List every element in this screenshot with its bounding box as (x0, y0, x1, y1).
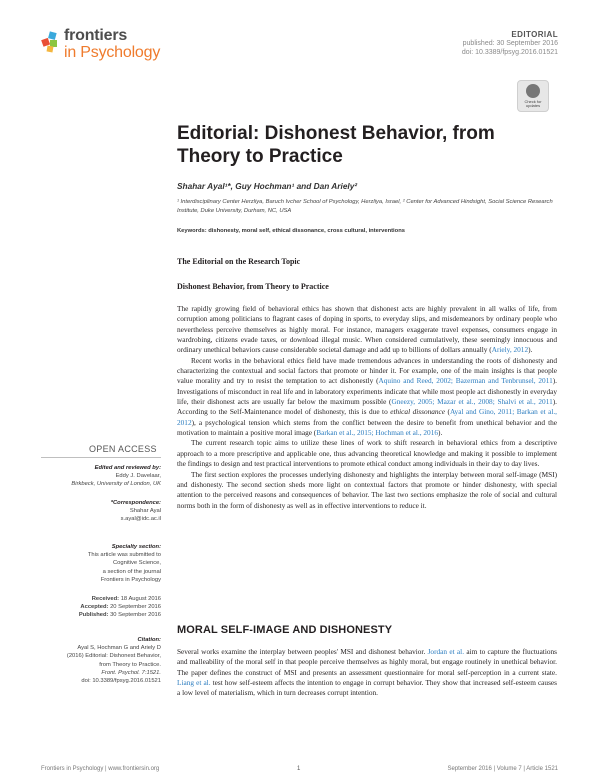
paragraph: Several works examine the interplay between peoples' MSI and dishonest behavior. Jordan et al. aim to capture the fluctuations and malleability of the moral self in that people perceive themselves as highly moral, but engage routinely in unethical behavior. The paper defines the construct of MSI and presents an assessment questionnaire for moral self-perception in a current state. Liang et al. test how self-esteem affects the intention to engage in corrupt behavior. They show that increased self-esteem causes a low level of materialism, which in turn decreases corrupt intention. (177, 647, 557, 698)
accepted-date: 20 September 2016 (108, 604, 161, 611)
published-date: published: 30 September 2016 (462, 40, 558, 47)
citation-link[interactable]: Ariely, 2012 (491, 345, 529, 355)
frontiers-logo-icon (41, 31, 63, 53)
specialty-line: Frontiers in Psychology (100, 576, 161, 583)
badge-line2: updates (525, 103, 541, 108)
body-text-section1 (177, 647, 557, 699)
citation-link[interactable]: Aquino and Reed, 2002; Bazerman and Tenbrunsel, 2011 (378, 376, 553, 386)
accepted-label: Accepted: (80, 604, 109, 611)
received-label: Received: (91, 596, 120, 602)
keywords-list: dishonesty, moral self, ethical dissonance, cross cultural, interventions (206, 228, 405, 234)
specialty-line: a section of the journal (102, 568, 161, 575)
keywords-label: Keywords: (177, 228, 207, 234)
citation-label: Citation: (137, 637, 161, 643)
paragraph: Recent works in the behavioral ethics field have made tremendous advances in understanding the roots of dishonesty and characterizing the contextual and social factors that promote or hinder it. For example, one of the main insights is that people value morality and try to resist the temptation to act dishonestly (Aquino and Reed, 2002; Bazerman and Tenbrunsel, 2011). Investigations of misconduct in real life and in laboratory experiments indicate that while most people act dishonestly in everyday life, their dishonest acts are usually far below the maximum possible (Gneezy, 2005; Mazar et al., 2008; Shalvi et al., 2011). According to the Self-Maintenance model of dishonesty, this is due to ethical dissonance (Ayal and Gino, 2011; Barkan et al., 2012), a psychological tension which stems from the conflict between the desire to benefit from unethical behavior and the motivation to maintain a positive moral image (Barkan et al., 2015; Hochman et al., 2016). (177, 355, 558, 438)
footer-issue-info: September 2016 | Volume 7 | Article 1521 (447, 766, 558, 772)
editor-name[interactable]: Eddy J. Davelaar, (115, 473, 161, 480)
received-date: 18 August 2016 (119, 596, 161, 602)
journal-logo[interactable] (41, 27, 171, 69)
journal-name-line1: frontiers (64, 27, 128, 44)
affiliations: ¹ Interdisciplinary Center Herzliya, Baruch Ivcher School of Psychology, Herzliya, Israel, ² Center for Advanced Hindsight, Social Science Research Institute, Duke University, Durham, NC, USA (177, 199, 553, 214)
correspondence-name: Shahar Ayal (129, 508, 161, 515)
correspondence-email[interactable]: s.ayal@idc.ac.il (120, 516, 161, 523)
research-topic-link[interactable]: Dishonest Behavior, from Theory to Practice (177, 282, 329, 291)
specialty-label: Specialty section: (111, 544, 161, 550)
editorial-on-label: The Editorial on the Research Topic (177, 257, 301, 266)
article-title: Editorial: Dishonest Behavior, from Theory to Practice (177, 123, 495, 167)
badge-line1: Check for (524, 99, 542, 104)
body-text (177, 304, 557, 511)
authors: Shahar Ayal¹*, Guy Hochman¹ and Dan Ariely² (177, 181, 358, 191)
citation-link[interactable]: Barkan et al., 2015; Hochman et al., 2016 (316, 428, 439, 438)
published-date: 30 September 2016 (108, 612, 161, 619)
keywords (177, 228, 405, 234)
citation-line: (2016) Editorial: Dishonest Behavior, (66, 653, 161, 660)
edited-by-block (41, 464, 161, 489)
published-label: Published: (78, 612, 109, 619)
paragraph: The first section explores the processes underlying dishonesty and highlights the interplay between moral self-image (MSI) and dishonesty. The second section sheds more light on contextual factors that promote or hinder dishonesty, with special attention to the perceived reasons and consequences of behavior. The last two sections emphasize the role of social and cultural norms both in the form of dishonesty as well as in effective interventions to reduce it. (177, 469, 557, 510)
edited-label: Edited and reviewed by: (94, 465, 161, 471)
citation-link[interactable]: Ayal and Gino, 2011; Barkan et al., 2012 (177, 407, 558, 427)
specialty-block (41, 543, 161, 584)
citation-link[interactable]: Liang et al. (177, 678, 211, 688)
citation-block (41, 636, 161, 685)
article-meta (462, 30, 558, 57)
dates-block (41, 595, 161, 620)
divider (41, 457, 161, 458)
section-heading: MORAL SELF-IMAGE AND DISHONESTY (177, 624, 393, 636)
check-for-updates-badge[interactable] (517, 80, 549, 112)
footer-journal-link[interactable]: Frontiers in Psychology | www.frontiersin.org (41, 766, 160, 772)
paragraph: The rapidly growing field of behavioral ethics has shown that dishonest acts are highly prevalent in all walks of life, from corruption among politicians to flagrant cases of doping in sports, to everyday slips, and misdemeanors by ordinary people who nevertheless perceive themselves as highly moral. For instance, managers exaggerate travel expenses, consumers engage in wardrobing, citizens evade taxes, or download illegal music. When considered cumulatively, these seemingly innocuous and ordinary unethical behaviors cause considerable societal damage and add up to billions of dollars annually (Ariely, 2012). (177, 304, 557, 355)
check-updates-icon (526, 84, 540, 98)
paragraph: The current research topic aims to utilize these lines of work to shift research in behavioral ethics from a descriptive approach to a more prescriptive and applicable one, thus advancing theoretical knowledge and making it possible to implement the findings to design and test practical interventions to promote ethical conduct among individuals in their day to day lives. (177, 438, 557, 469)
specialty-line: This article was submitted to (87, 552, 161, 559)
citation-link[interactable]: Gneezy, 2005; Mazar et al., 2008; Shalvi et al., 2011 (391, 397, 553, 407)
correspondence-label: *Correspondence: (110, 500, 161, 506)
doi[interactable]: doi: 10.3389/fpsyg.2016.01521 (461, 49, 558, 56)
citation-link[interactable]: Jordan et al. (427, 647, 465, 656)
specialty-line: Cognitive Science, (112, 560, 161, 567)
citation-line: Front. Psychol. 7:1521. (101, 669, 161, 676)
citation-line: from Theory to Practice. (99, 661, 161, 668)
citation-doi[interactable]: doi: 10.3389/fpsyg.2016.01521 (81, 678, 161, 685)
article-type: EDITORIAL (511, 30, 558, 39)
correspondence-block (41, 499, 161, 524)
citation-line: Ayal S, Hochman G and Ariely D (77, 645, 161, 652)
open-access-label: OPEN ACCESS (89, 444, 157, 454)
journal-name-line2: in Psychology (64, 44, 161, 61)
page-number: 1 (297, 766, 301, 772)
editor-affiliation: Birkbeck, University of London, UK (71, 481, 161, 488)
